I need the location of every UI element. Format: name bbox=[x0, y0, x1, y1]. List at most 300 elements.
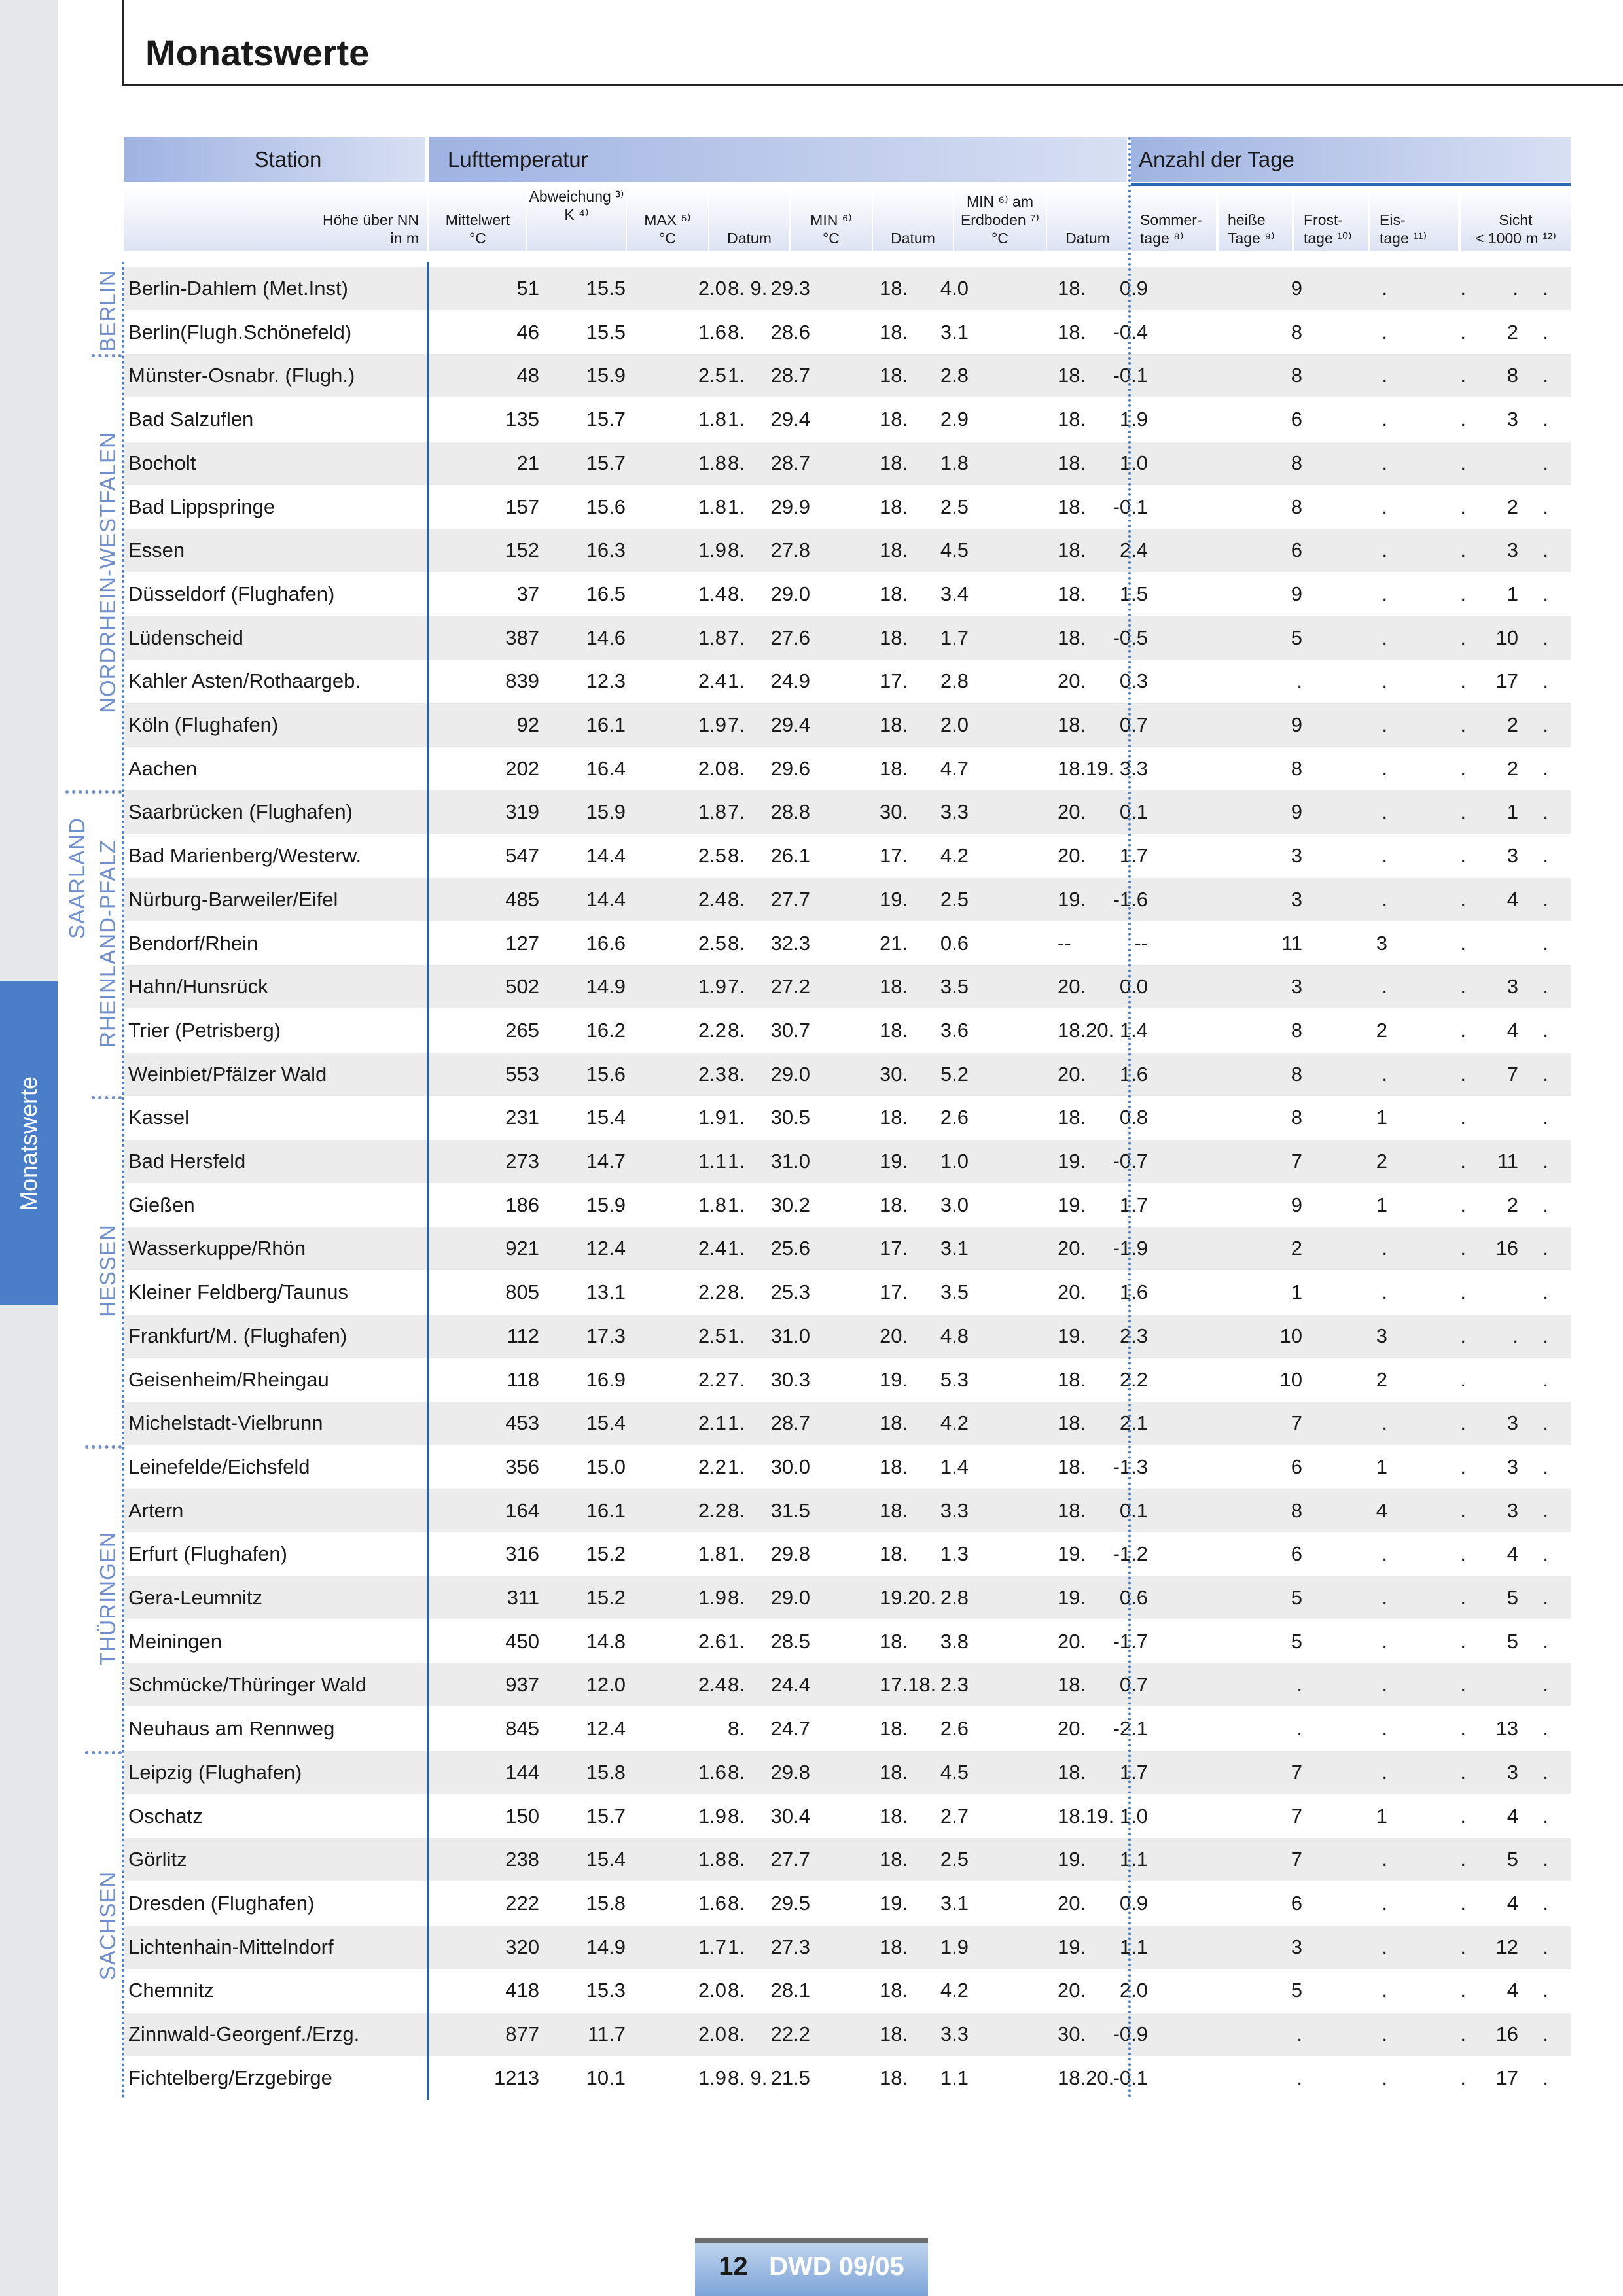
cell-abweichung: 1.8 bbox=[698, 1848, 726, 1871]
cell-sommertage: 9 bbox=[1291, 1193, 1302, 1216]
cell-erdboden-datum: 18. bbox=[1058, 1411, 1086, 1435]
cell-min-datum: 18. bbox=[880, 1804, 908, 1828]
cell-abweichung: 2.2 bbox=[698, 1018, 726, 1042]
col-header-sommertage bbox=[1131, 187, 1216, 251]
cell-station-name: Leipzig (Flughafen) bbox=[128, 1760, 302, 1784]
cell-eistage: . bbox=[1543, 887, 1548, 911]
cell-eistage: . bbox=[1543, 1804, 1548, 1828]
cell-abweichung: 1.8 bbox=[698, 1193, 726, 1216]
cell-eistage: . bbox=[1543, 1237, 1548, 1260]
table-row bbox=[124, 1445, 1571, 1489]
cell-heisse-tage: . bbox=[1382, 1629, 1387, 1653]
cell-station-name: Münster-Osnabr. (Flugh.) bbox=[128, 364, 355, 387]
cell-max: 29.9 bbox=[770, 495, 810, 518]
cell-sicht: 16 bbox=[1495, 2022, 1518, 2045]
table-row bbox=[124, 1969, 1571, 2012]
cell-frosttage: . bbox=[1460, 1324, 1466, 1347]
table-row bbox=[124, 442, 1571, 485]
cell-sommertage: 7 bbox=[1291, 1411, 1302, 1435]
cell-sommertage: 11 bbox=[1281, 931, 1302, 955]
cell-max-datum: 8. bbox=[728, 1018, 745, 1042]
cell-station-name: Berlin-Dahlem (Met.Inst) bbox=[128, 277, 348, 300]
cell-erdboden-datum: 18. bbox=[1058, 1106, 1086, 1129]
cell-max: 26.1 bbox=[770, 844, 810, 868]
state-separator bbox=[85, 1445, 122, 1449]
cell-hoehe: 356 bbox=[505, 1455, 539, 1478]
cell-min: 3.3 bbox=[940, 1498, 969, 1522]
cell-erdboden-datum: 18. bbox=[1058, 320, 1086, 344]
cell-min-erdboden: 0.3 bbox=[1119, 669, 1148, 693]
cell-abweichung: 2.1 bbox=[698, 1411, 726, 1435]
col-header-max bbox=[627, 187, 708, 251]
cell-abweichung: 2.2 bbox=[698, 1455, 726, 1478]
cell-hoehe: 316 bbox=[505, 1542, 539, 1566]
cell-frosttage: . bbox=[1460, 1979, 1466, 2002]
cell-eistage: . bbox=[1543, 975, 1548, 998]
cell-max-datum: 8. bbox=[728, 320, 745, 344]
cell-min-datum: 18. bbox=[880, 1498, 908, 1522]
cell-sicht: 3 bbox=[1507, 1498, 1518, 1522]
table-row bbox=[124, 660, 1571, 703]
cell-hoehe: 127 bbox=[505, 931, 539, 955]
table-row bbox=[124, 573, 1571, 616]
cell-sommertage: 8 bbox=[1291, 320, 1302, 344]
cell-station-name: Weinbiet/Pfälzer Wald bbox=[128, 1062, 327, 1086]
cell-abweichung: 2.6 bbox=[698, 1629, 726, 1653]
cell-min-erdboden: -0.5 bbox=[1113, 626, 1148, 649]
table-row bbox=[124, 2013, 1571, 2056]
cell-abweichung: 1.8 bbox=[698, 1542, 726, 1566]
cell-frosttage: . bbox=[1460, 626, 1466, 649]
cell-station-name: Görlitz bbox=[128, 1848, 187, 1871]
cell-eistage: . bbox=[1543, 1673, 1548, 1697]
cell-min-erdboden: -2.1 bbox=[1113, 1717, 1148, 1740]
cell-hoehe: 48 bbox=[516, 364, 539, 387]
cell-abweichung: 2.5 bbox=[698, 931, 726, 955]
cell-min-erdboden: 2.0 bbox=[1119, 1979, 1148, 2002]
cell-sicht: 5 bbox=[1507, 1629, 1518, 1653]
cell-hoehe: 485 bbox=[505, 887, 539, 911]
cell-abweichung: 2.4 bbox=[698, 1237, 726, 1260]
cell-heisse-tage: . bbox=[1382, 1411, 1387, 1435]
cell-sicht: 3 bbox=[1507, 539, 1518, 562]
cell-min: 1.3 bbox=[940, 1542, 969, 1566]
cell-min-datum: 18. bbox=[880, 1455, 908, 1478]
cell-sicht: 4 bbox=[1507, 1979, 1518, 2002]
cell-heisse-tage: . bbox=[1382, 887, 1387, 911]
cell-heisse-tage: . bbox=[1382, 1237, 1387, 1260]
cell-frosttage: . bbox=[1460, 887, 1466, 911]
col-header-frosttage-label: Frost- tage ¹⁰⁾ bbox=[1304, 211, 1352, 247]
cell-min-datum: 17. bbox=[880, 1280, 908, 1304]
cell-frosttage: . bbox=[1460, 1891, 1466, 1915]
side-tab bbox=[0, 981, 58, 1305]
col-header-hoehe bbox=[124, 187, 427, 251]
cell-min: 3.3 bbox=[940, 800, 969, 824]
cell-erdboden-datum: 19. bbox=[1058, 1935, 1086, 1958]
cell-max-datum: 1. bbox=[728, 1324, 745, 1347]
cell-min-datum: 18. bbox=[880, 713, 908, 736]
table-row bbox=[124, 486, 1571, 529]
cell-min-erdboden: 2.3 bbox=[1119, 1324, 1148, 1347]
cell-min-erdboden: 1.1 bbox=[1119, 1848, 1148, 1871]
cell-min-erdboden: -- bbox=[1134, 931, 1148, 955]
cell-max: 24.9 bbox=[770, 669, 810, 693]
cell-eistage: . bbox=[1543, 2022, 1548, 2045]
col-header-erdboden-datum bbox=[1047, 187, 1128, 251]
cell-max-datum: 8. bbox=[728, 844, 745, 868]
cell-min: 1.4 bbox=[940, 1455, 969, 1478]
table-row bbox=[124, 747, 1571, 790]
cell-mittelwert: 16.5 bbox=[586, 582, 626, 605]
cell-max: 24.7 bbox=[770, 1717, 810, 1740]
cell-sommertage: 7 bbox=[1291, 1760, 1302, 1784]
cell-min-erdboden: 0.1 bbox=[1119, 1498, 1148, 1522]
cell-abweichung: 1.4 bbox=[698, 582, 726, 605]
cell-hoehe: 502 bbox=[505, 975, 539, 998]
cell-min: 3.1 bbox=[940, 1891, 969, 1915]
cell-hoehe: 37 bbox=[516, 582, 539, 605]
table-row bbox=[124, 529, 1571, 572]
cell-sicht bbox=[1433, 1358, 1518, 1402]
cell-hoehe: 418 bbox=[505, 1979, 539, 2002]
cell-sicht: 3 bbox=[1507, 1760, 1518, 1784]
cell-erdboden-datum: 19. bbox=[1058, 1848, 1086, 1871]
cell-hoehe: 202 bbox=[505, 756, 539, 780]
cell-erdboden-datum: 18.20. bbox=[1058, 1018, 1115, 1042]
cell-max: 28.5 bbox=[770, 1629, 810, 1653]
cell-sicht bbox=[1433, 1271, 1518, 1314]
cell-sommertage: 5 bbox=[1291, 1979, 1302, 2002]
table-row bbox=[124, 1140, 1571, 1183]
cell-frosttage: . bbox=[1460, 756, 1466, 780]
cell-mittelwert: 11.7 bbox=[587, 2022, 626, 2045]
cell-sicht: 11 bbox=[1497, 1150, 1518, 1173]
cell-max-datum: 7. bbox=[728, 975, 745, 998]
cell-max-datum: 8. bbox=[728, 1673, 745, 1697]
cell-sicht: 8 bbox=[1507, 364, 1518, 387]
cell-max: 31.5 bbox=[770, 1498, 810, 1522]
cell-heisse-tage: . bbox=[1382, 495, 1387, 518]
cell-heisse-tage: . bbox=[1382, 364, 1387, 387]
cell-max-datum: 8. bbox=[728, 887, 745, 911]
cell-max: 29.0 bbox=[770, 582, 810, 605]
cell-min-erdboden: -0.1 bbox=[1113, 495, 1148, 518]
cell-frosttage: . bbox=[1460, 669, 1466, 693]
cell-frosttage: . bbox=[1460, 1586, 1466, 1609]
cell-station-name: Dresden (Flughafen) bbox=[128, 1891, 315, 1915]
table-row bbox=[124, 1096, 1571, 1139]
cell-erdboden-datum: 20. bbox=[1058, 1891, 1086, 1915]
cell-sicht: 7 bbox=[1507, 1062, 1518, 1086]
cell-min-erdboden: 1.7 bbox=[1119, 1760, 1148, 1784]
cell-eistage: . bbox=[1543, 582, 1548, 605]
cell-min: 3.5 bbox=[940, 975, 969, 998]
cell-hoehe: 92 bbox=[516, 713, 539, 736]
col-header-sicht bbox=[1461, 187, 1571, 251]
cell-max: 24.4 bbox=[770, 1673, 810, 1697]
cell-heisse-tage: . bbox=[1382, 320, 1387, 344]
cell-erdboden-datum: 30. bbox=[1058, 2022, 1086, 2045]
cell-min-erdboden: -1.6 bbox=[1113, 887, 1148, 911]
cell-mittelwert: 13.1 bbox=[586, 1280, 626, 1304]
cell-frosttage: . bbox=[1460, 1018, 1466, 1042]
cell-min: 2.6 bbox=[940, 1717, 969, 1740]
cell-heisse-tage: . bbox=[1382, 1848, 1387, 1871]
cell-min-datum: 18. bbox=[880, 408, 908, 431]
col-header-frosttage bbox=[1294, 187, 1368, 251]
cell-station-name: Gießen bbox=[128, 1193, 195, 1216]
title-rule-vertical bbox=[122, 0, 124, 86]
cell-mittelwert: 12.0 bbox=[586, 1673, 626, 1697]
cell-mittelwert: 15.7 bbox=[586, 408, 626, 431]
cell-min-erdboden: -1.2 bbox=[1113, 1542, 1148, 1566]
cell-mittelwert: 14.4 bbox=[586, 887, 626, 911]
cell-station-name: Bocholt bbox=[128, 451, 196, 474]
cell-sommertage: 7 bbox=[1291, 1804, 1302, 1828]
cell-eistage: . bbox=[1543, 364, 1548, 387]
table-row bbox=[124, 1926, 1571, 1969]
cell-min-datum: 18. bbox=[880, 1193, 908, 1216]
cell-sommertage: 6 bbox=[1291, 1542, 1302, 1566]
cell-max-datum: 7. bbox=[728, 1368, 745, 1391]
cell-mittelwert: 15.5 bbox=[586, 320, 626, 344]
cell-min-erdboden: -0.9 bbox=[1113, 2022, 1148, 2045]
cell-min-datum: 18. bbox=[880, 582, 908, 605]
cell-min-erdboden: 1.6 bbox=[1119, 1280, 1148, 1304]
cell-sommertage: . bbox=[1296, 2066, 1302, 2089]
cell-mittelwert: 12.4 bbox=[586, 1717, 626, 1740]
cell-max: 31.0 bbox=[770, 1324, 810, 1347]
cell-eistage: . bbox=[1543, 1062, 1548, 1086]
cell-max: 27.2 bbox=[770, 975, 810, 998]
cell-min-erdboden: -0.7 bbox=[1113, 1150, 1148, 1173]
cell-erdboden-datum: 18. bbox=[1058, 1673, 1086, 1697]
cell-eistage: . bbox=[1543, 1848, 1548, 1871]
cell-sicht: 3 bbox=[1507, 1411, 1518, 1435]
cell-min-erdboden: 1.0 bbox=[1119, 1804, 1148, 1828]
cell-min-datum: 18. bbox=[880, 1935, 908, 1958]
state-label: SACHSEN bbox=[96, 1871, 120, 1981]
cell-erdboden-datum: 20. bbox=[1058, 1280, 1086, 1304]
cell-frosttage: . bbox=[1460, 1455, 1466, 1478]
cell-min-datum: 18. bbox=[880, 1848, 908, 1871]
cell-eistage: . bbox=[1543, 844, 1548, 868]
cell-mittelwert: 15.4 bbox=[586, 1848, 626, 1871]
cell-hoehe: 845 bbox=[505, 1717, 539, 1740]
cell-min: 1.0 bbox=[940, 1150, 969, 1173]
cell-mittelwert: 15.5 bbox=[586, 277, 626, 300]
state-separator bbox=[65, 790, 122, 794]
cell-min: 1.7 bbox=[940, 626, 969, 649]
footer-issue: DWD 09/05 bbox=[769, 2252, 904, 2281]
cell-max-datum: 8. bbox=[728, 2022, 745, 2045]
cell-sicht: 10 bbox=[1495, 626, 1518, 649]
cell-sicht: 3 bbox=[1507, 844, 1518, 868]
cell-min-datum: 18. bbox=[880, 626, 908, 649]
cell-erdboden-datum: 19. bbox=[1058, 887, 1086, 911]
cell-sommertage: 3 bbox=[1291, 844, 1302, 868]
cell-min-datum: 18. bbox=[880, 1542, 908, 1566]
cell-mittelwert: 16.3 bbox=[586, 539, 626, 562]
cell-max: 32.3 bbox=[770, 931, 810, 955]
cell-min-erdboden: -1.9 bbox=[1113, 1237, 1148, 1260]
cell-station-name: Aachen bbox=[128, 756, 198, 780]
cell-min-erdboden: 0.7 bbox=[1119, 713, 1148, 736]
cell-sommertage: 6 bbox=[1291, 539, 1302, 562]
cell-heisse-tage: . bbox=[1382, 1586, 1387, 1609]
cell-abweichung: 1.9 bbox=[698, 2066, 726, 2089]
cell-frosttage: . bbox=[1460, 364, 1466, 387]
cell-station-name: Geisenheim/Rheingau bbox=[128, 1368, 329, 1391]
cell-min-erdboden: 0.0 bbox=[1119, 975, 1148, 998]
cell-eistage: . bbox=[1543, 1586, 1548, 1609]
cell-sicht bbox=[1433, 1663, 1518, 1706]
cell-frosttage: . bbox=[1460, 1368, 1466, 1391]
cell-abweichung: 1.6 bbox=[698, 320, 726, 344]
cell-min-datum: 18. bbox=[880, 320, 908, 344]
cell-mittelwert: 12.3 bbox=[586, 669, 626, 693]
cell-sommertage: . bbox=[1296, 669, 1302, 693]
cell-min-erdboden: -0.1 bbox=[1113, 364, 1148, 387]
cell-erdboden-datum: 19. bbox=[1058, 1150, 1086, 1173]
table-row bbox=[124, 965, 1571, 1008]
cell-heisse-tage: 4 bbox=[1376, 1498, 1387, 1522]
cell-heisse-tage: . bbox=[1382, 2022, 1387, 2045]
cell-sicht bbox=[1433, 1096, 1518, 1139]
cell-heisse-tage: . bbox=[1382, 1935, 1387, 1958]
cell-station-name: Lichtenhain-Mittelndorf bbox=[128, 1935, 334, 1958]
cell-min-datum: 18. bbox=[880, 1979, 908, 2002]
cell-hoehe: 164 bbox=[505, 1498, 539, 1522]
cell-min-erdboden: 0.1 bbox=[1119, 800, 1148, 824]
cell-station-name: Essen bbox=[128, 539, 185, 562]
cell-station-name: Fichtelberg/Erzgebirge bbox=[128, 2066, 332, 2089]
cell-min-datum: 18. bbox=[880, 756, 908, 780]
cell-max-datum: 8. bbox=[728, 756, 745, 780]
cell-min: 2.8 bbox=[940, 669, 969, 693]
state-label: RHEINLAND-PFALZ bbox=[96, 839, 120, 1048]
cell-max: 28.1 bbox=[770, 1979, 810, 2002]
cell-max: 22.2 bbox=[770, 2022, 810, 2045]
cell-sommertage: . bbox=[1296, 2022, 1302, 2045]
table-row bbox=[124, 1358, 1571, 1402]
cell-max-datum: 1. bbox=[728, 408, 745, 431]
cell-erdboden-datum: 20. bbox=[1058, 1717, 1086, 1740]
cell-min: 3.1 bbox=[940, 1237, 969, 1260]
cell-station-name: Michelstadt-Vielbrunn bbox=[128, 1411, 323, 1435]
cell-hoehe: 265 bbox=[505, 1018, 539, 1042]
cell-eistage: . bbox=[1543, 1411, 1548, 1435]
cell-station-name: Artern bbox=[128, 1498, 184, 1522]
cell-erdboden-datum: 18.20. bbox=[1058, 2066, 1115, 2089]
cell-max: 29.3 bbox=[770, 277, 810, 300]
cell-max-datum: 8. bbox=[728, 1804, 745, 1828]
cell-min-datum: 18. bbox=[880, 364, 908, 387]
col-header-min-erdboden-label: MIN ⁶⁾ am Erdboden ⁷⁾ °C bbox=[960, 193, 1040, 247]
cell-min-datum: 30. bbox=[880, 1062, 908, 1086]
cell-max-datum: 8. bbox=[728, 1586, 745, 1609]
cell-sommertage: 8 bbox=[1291, 756, 1302, 780]
table-row bbox=[124, 922, 1571, 965]
col-header-abweichung bbox=[527, 187, 626, 251]
cell-min-datum: 18. bbox=[880, 1018, 908, 1042]
cell-hoehe: 805 bbox=[505, 1280, 539, 1304]
cell-erdboden-datum: 19. bbox=[1058, 1324, 1086, 1347]
cell-eistage: . bbox=[1543, 1760, 1548, 1784]
cell-min-datum: 19. bbox=[880, 1891, 908, 1915]
cell-max-datum: 1. bbox=[728, 364, 745, 387]
cell-max-datum: 8. bbox=[728, 451, 745, 474]
cell-frosttage: . bbox=[1460, 320, 1466, 344]
cell-mittelwert: 15.7 bbox=[586, 451, 626, 474]
cell-heisse-tage: . bbox=[1382, 756, 1387, 780]
cell-frosttage: . bbox=[1460, 1629, 1466, 1653]
cell-mittelwert: 16.1 bbox=[586, 713, 626, 736]
cell-hoehe: 46 bbox=[516, 320, 539, 344]
table-row bbox=[124, 1620, 1571, 1663]
cell-sommertage: 7 bbox=[1291, 1150, 1302, 1173]
cell-sommertage: 9 bbox=[1291, 277, 1302, 300]
cell-max-datum: 1. bbox=[728, 1237, 745, 1260]
cell-eistage: . bbox=[1543, 1891, 1548, 1915]
cell-max-datum: 8. bbox=[728, 1062, 745, 1086]
cell-station-name: Trier (Petrisberg) bbox=[128, 1018, 281, 1042]
table-row bbox=[124, 1882, 1571, 1925]
cell-sicht: 1 bbox=[1507, 582, 1518, 605]
cell-min: 5.3 bbox=[940, 1368, 969, 1391]
cell-sommertage: 9 bbox=[1291, 800, 1302, 824]
cell-hoehe: 150 bbox=[505, 1804, 539, 1828]
cell-station-name: Chemnitz bbox=[128, 1979, 214, 2002]
cell-eistage: . bbox=[1543, 1717, 1548, 1740]
cell-station-name: Wasserkuppe/Rhön bbox=[128, 1237, 306, 1260]
cell-sicht: 5 bbox=[1507, 1848, 1518, 1871]
cell-min: 5.2 bbox=[940, 1062, 969, 1086]
cell-min-datum: 17.18. bbox=[880, 1673, 936, 1697]
cell-min: 2.6 bbox=[940, 1106, 969, 1129]
col-header-min-datum-label: Datum bbox=[891, 230, 935, 247]
cell-max: 29.4 bbox=[770, 408, 810, 431]
cell-station-name: Kahler Asten/Rothaargeb. bbox=[128, 669, 361, 693]
cell-eistage: . bbox=[1543, 1324, 1548, 1347]
cell-abweichung: 2.0 bbox=[698, 277, 726, 300]
cell-frosttage: . bbox=[1460, 1280, 1466, 1304]
cell-min: 2.5 bbox=[940, 1848, 969, 1871]
cell-sicht: 2 bbox=[1507, 1193, 1518, 1216]
cell-sicht: 17 bbox=[1495, 669, 1518, 693]
cell-hoehe: 547 bbox=[505, 844, 539, 868]
cell-heisse-tage: 1 bbox=[1376, 1455, 1387, 1478]
cell-erdboden-datum: 18. bbox=[1058, 451, 1086, 474]
cell-hoehe: 839 bbox=[505, 669, 539, 693]
cell-heisse-tage: 3 bbox=[1376, 1324, 1387, 1347]
cell-max: 29.5 bbox=[770, 1891, 810, 1915]
table-row bbox=[124, 1227, 1571, 1270]
group-header-lufttemperatur-label: Lufttemperatur bbox=[448, 147, 588, 171]
table-row bbox=[124, 1838, 1571, 1881]
cell-erdboden-datum: -- bbox=[1058, 931, 1071, 955]
cell-mittelwert: 15.9 bbox=[586, 364, 626, 387]
cell-frosttage: . bbox=[1460, 1411, 1466, 1435]
cell-min-datum: 18. bbox=[880, 1760, 908, 1784]
cell-min-erdboden: 1.6 bbox=[1119, 1062, 1148, 1086]
state-separator bbox=[92, 354, 122, 357]
cell-eistage: . bbox=[1543, 1629, 1548, 1653]
cell-station-name: Saarbrücken (Flughafen) bbox=[128, 800, 353, 824]
cell-eistage: . bbox=[1543, 1193, 1548, 1216]
cell-frosttage: . bbox=[1460, 1193, 1466, 1216]
